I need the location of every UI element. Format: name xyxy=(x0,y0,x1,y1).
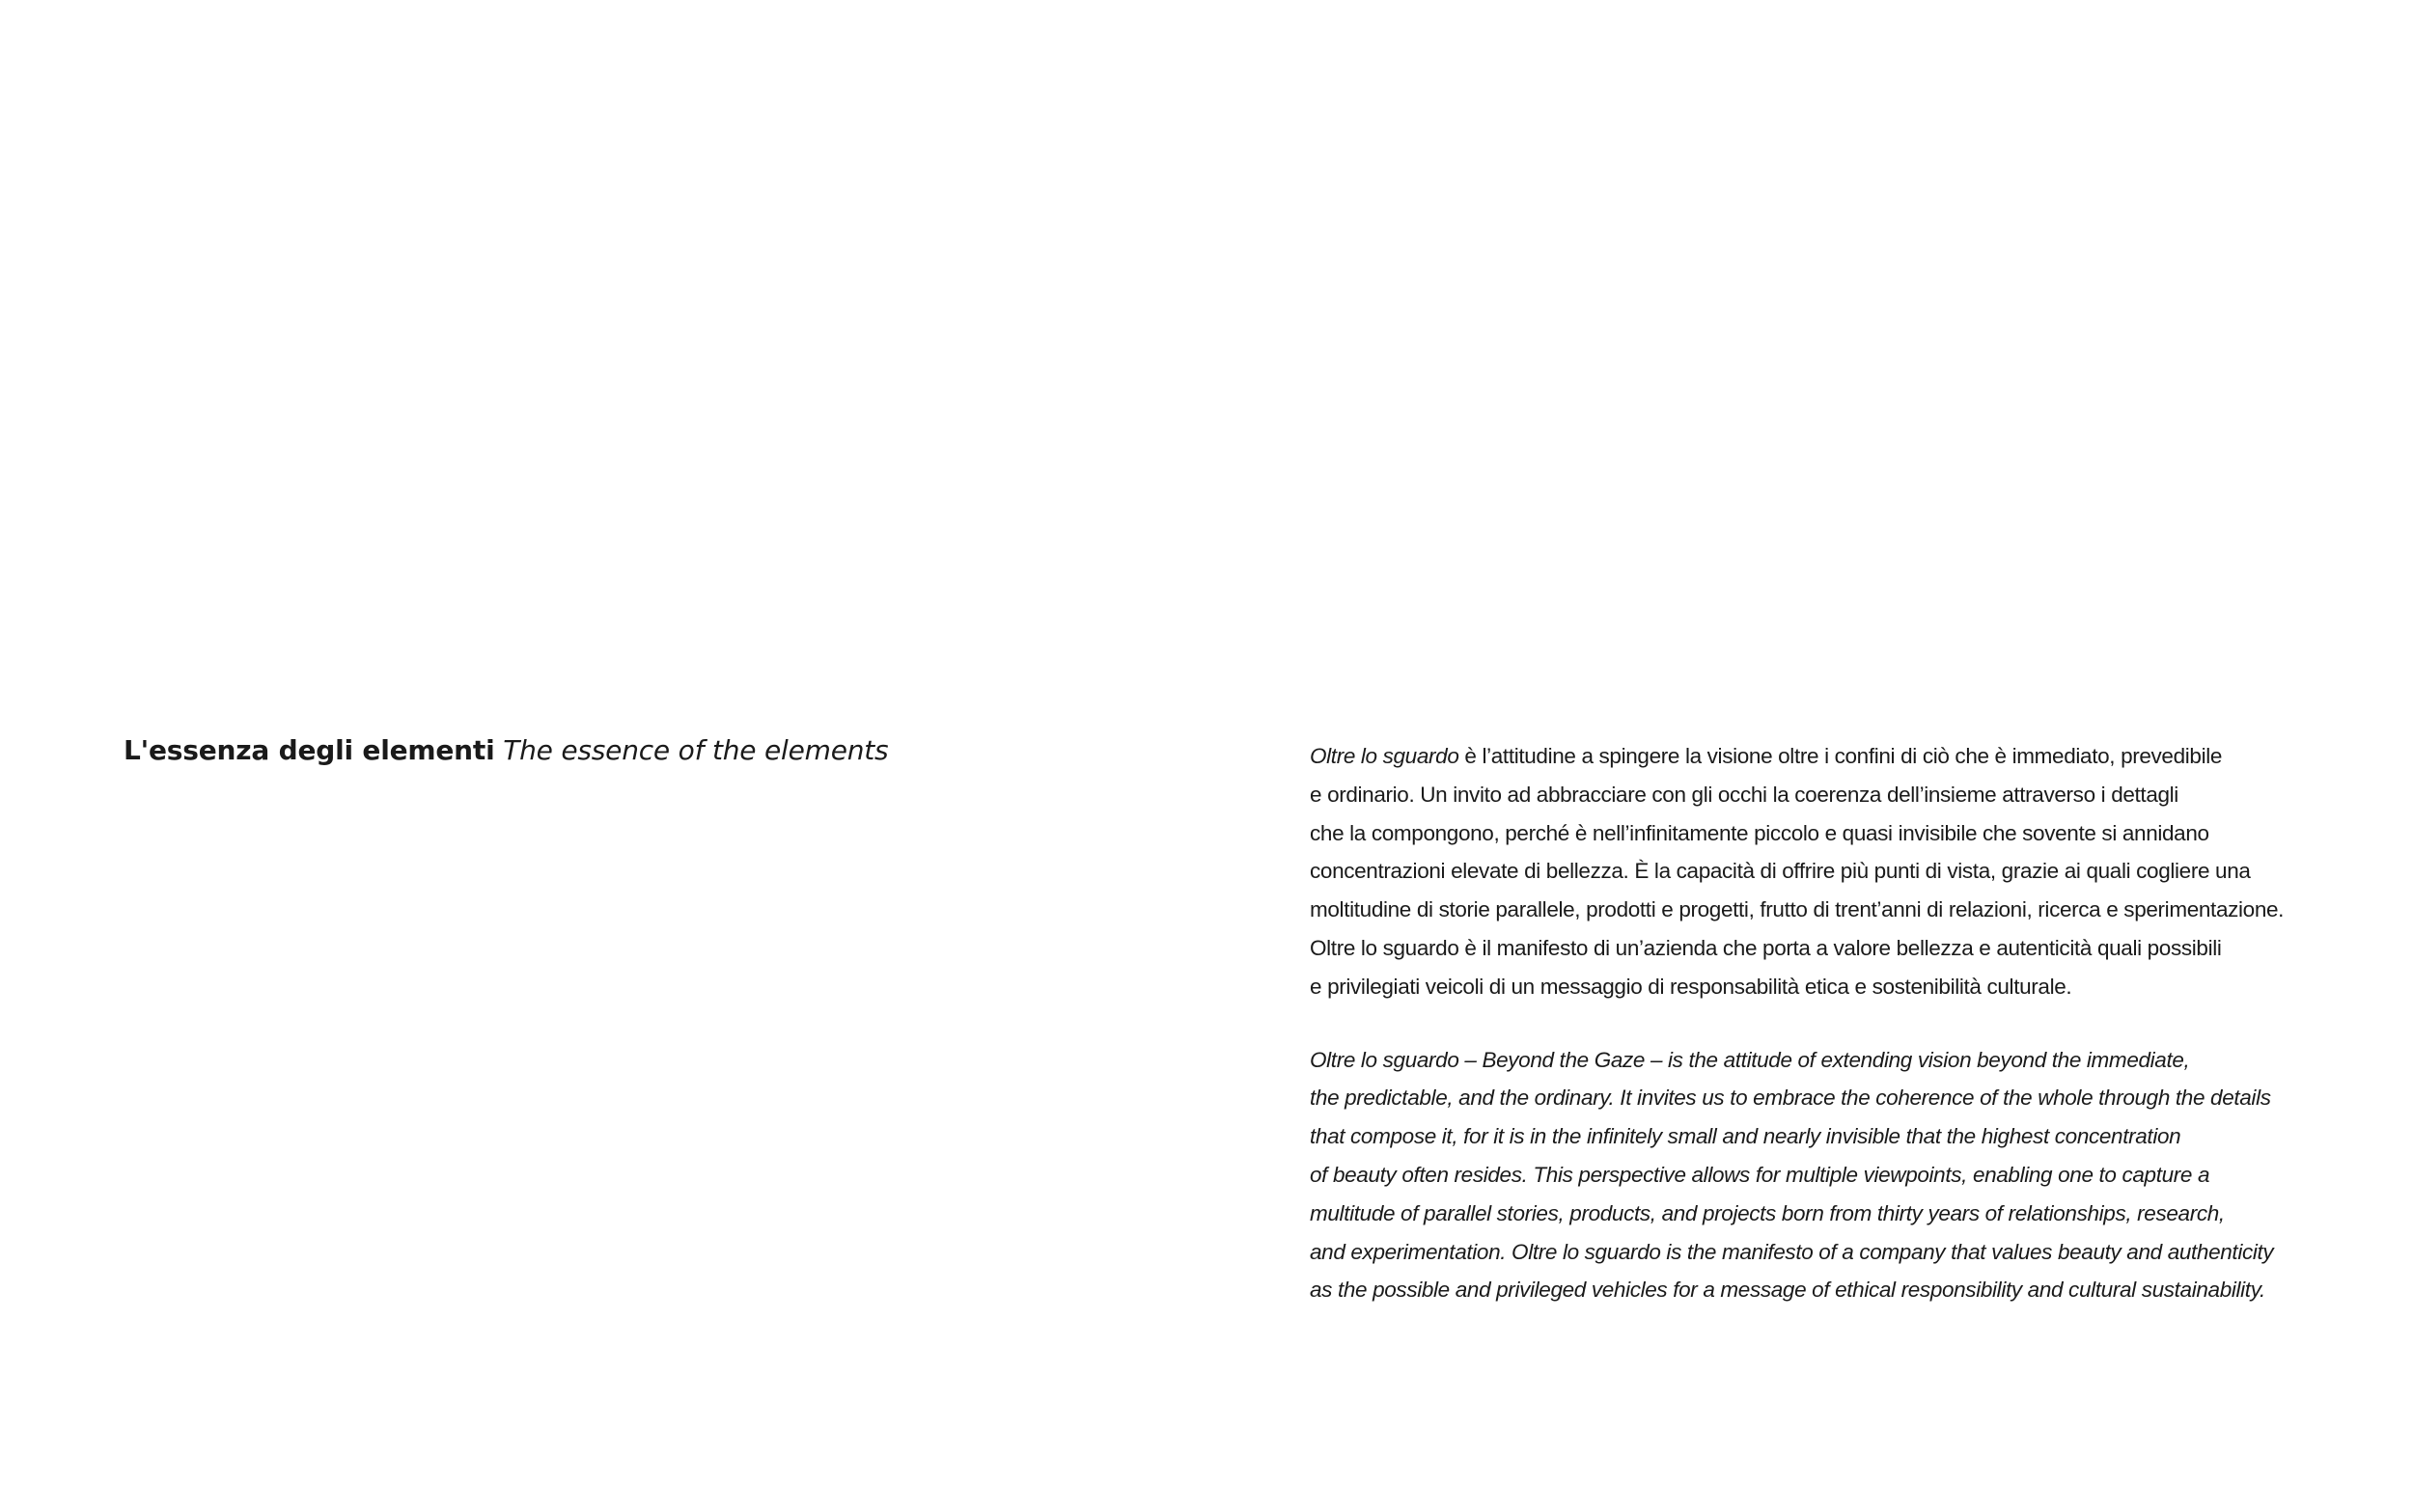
paragraph-line: che la compongono, perché è nell’infinitamente piccolo e quasi invisibile che sovente si annidano xyxy=(1310,820,2209,845)
paragraph-line: concentrazioni elevate di bellezza. È la capacità di offrire più punti di vista, grazie ai quali cogliere una xyxy=(1310,859,2251,884)
paragraph-line: the predictable, and the ordinary. It invites us to embrace the coherence of the whole through the details xyxy=(1310,1086,2271,1111)
paragraph-line: of beauty often resides. This perspective allows for multiple viewpoints, enabling one to capture a xyxy=(1310,1162,2210,1187)
heading-italian: L'essenza degli elementi xyxy=(124,734,495,766)
lead-italic: Oltre lo sguardo xyxy=(1310,744,1459,768)
paragraph-line xyxy=(1310,737,2371,776)
italian-paragraph xyxy=(1310,737,2371,1006)
first-line-rest: è l’attitudine a spingere la visione oltre i confini di ciò che è immediato, prevedibile xyxy=(1458,744,2223,768)
paragraph-line: and experimentation. Oltre lo sguardo is the manifesto of a company that values beauty and authenticity xyxy=(1310,1239,2274,1264)
paragraph-line: e privilegiati veicoli di un messaggio di responsabilità etica e sostenibilità culturale. xyxy=(1310,974,2072,999)
paragraph-line: that compose it, for it is in the infinitely small and nearly invisible that the highest concentration xyxy=(1310,1124,2181,1149)
paragraph-line: as the possible and privileged vehicles for a message of ethical responsibility and cultural sustainability. xyxy=(1310,1278,2265,1303)
paragraph-line: Oltre lo sguardo è il manifesto di un’azienda che porta a valore bellezza e autenticità quali possibili xyxy=(1310,935,2222,960)
paragraph-line: multitude of parallel stories, products, and projects born from thirty years of relationships, research, xyxy=(1310,1200,2225,1225)
english-paragraph xyxy=(1310,1041,2371,1310)
paragraph-line: Oltre lo sguardo – Beyond the Gaze – is the attitude of extending vision beyond the immediate, xyxy=(1310,1047,2190,1072)
section-heading xyxy=(124,731,888,770)
paragraph-line: e ordinario. Un invito ad abbracciare con gli occhi la coerenza dell’insieme attraverso i dettagli xyxy=(1310,782,2178,807)
heading-english: The essence of the elements xyxy=(503,734,889,766)
paragraph-line: moltitudine di storie parallele, prodotti e progetti, frutto di trent’anni di relazioni, ricerca e sperimentazione. xyxy=(1310,897,2285,922)
body-text xyxy=(1310,737,2371,1309)
